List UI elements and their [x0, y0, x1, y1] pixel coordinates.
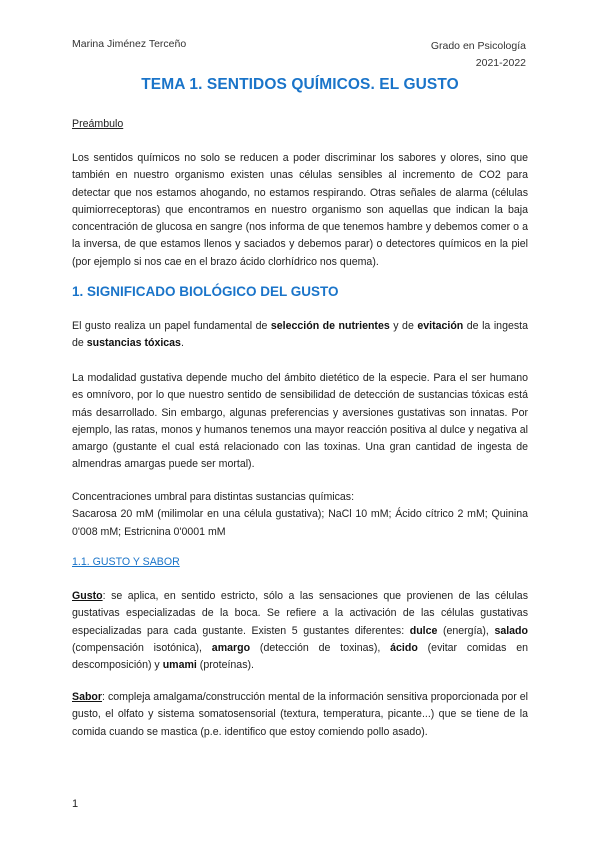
preamble-text: Los sentidos químicos no solo se reducen a poder discriminar los sabores y olores, sino que también en nuestro organismo existen unas células sensibles al incremento de CO2 para detectar que nos estamos ahogando, no estamos respirando. Otras señales de alarma (células quimiorreceptoras) que encontramos en nuestro organismo son aquellas que indican la baja concentración de glucosa en sangre (nos informa de que tenemos hambre y debemos comer o a la inversa, de que estamos llenos y saciados y debemos parar) o detectores químicos en la piel (por ejemplo si nos cae en el brazo ácido clorhídrico nos quema). [72, 152, 528, 268]
bold-term: ácido [390, 641, 418, 654]
header-year: 2021-2022 [475, 57, 526, 69]
bold-term: selección de nutrientes [270, 320, 390, 332]
gusto-definition [72, 588, 528, 674]
text-run: : se aplica, en sentido estricto, sólo a las sensaciones que provienen de las células gustativas especializadas de la boca. Se refiere a la activación de las células gustativas especializadas para cada gustante. Existen 5 gustantes diferentes: [72, 590, 528, 637]
section1-paragraph-2: La modalidad gustativa depende mucho del ámbito dietético de la especie. Para el ser humano es omnívoro, por lo que nuestro sentido de sensibilidad de detección de sustancias tóxicas está más desarrollado. Sin embargo, algunas preferencias y aversiones gustativas son innatas. Por ejemplo, las ratas, monos y humanos tenemos una mayor reacción positiva al dulce y negativa al amargo (gustante el cual está relacionado con las toxinas. Una gran cantidad de ingesta de almendras amargas puede ser mortal). [72, 372, 528, 471]
text-run: (detección de toxinas), [250, 641, 391, 654]
preamble-heading: Preámbulo [72, 118, 124, 130]
bold-term: salado [494, 624, 528, 637]
section1-paragraph-1 [72, 318, 528, 353]
text-run: (evitar comidas en descomposición) y [72, 641, 528, 672]
text-run: y de [389, 320, 418, 332]
bold-term: amargo [211, 641, 251, 654]
bold-term: umami [162, 659, 197, 672]
bold-term: dulce [409, 624, 438, 637]
bold-term: sustancias tóxicas [86, 337, 181, 350]
thresholds-values: Sacarosa 20 mM (milimolar en una célula gustativa); NaCl 10 mM; Ácido cítrico 2 mM; Quinina 0'008 mM; Estricnina 0'0001 mM [72, 508, 528, 538]
subsection-heading-link[interactable]: 1.1. GUSTO Y SABOR [72, 556, 180, 568]
page-number: 1 [72, 798, 79, 810]
text-run: (energía), [437, 624, 495, 637]
text-run: (compensación isotónica), [72, 641, 212, 654]
gusto-term: Gusto [72, 590, 103, 602]
sabor-definition [72, 689, 528, 741]
text-run: de la ingesta de [72, 320, 528, 350]
page-title: TEMA 1. SENTIDOS QUÍMICOS. EL GUSTO [141, 76, 459, 93]
section1-paragraph-3 [72, 489, 528, 541]
header-author: Marina Jiménez Terceño [72, 38, 187, 50]
text-run: . [180, 337, 184, 350]
text-run: (proteínas). [196, 659, 254, 672]
text-run: : compleja amalgama/construcción mental de la información sensitiva proporcionada por el gusto, el olfato y sistema somatosensorial (textura, temperatura, picante...) que se tiene de la comida cuando se mastica (p.e. identifico que estoy comiendo pollo asado). [72, 691, 528, 738]
text-run: El gusto realiza un papel fundamental de [72, 320, 271, 332]
header-degree: Grado en Psicología [430, 40, 526, 52]
thresholds-intro: Concentraciones umbral para distintas sustancias químicas: [72, 491, 355, 503]
section1-heading: 1. SIGNIFICADO BIOLÓGICO DEL GUSTO [72, 284, 339, 299]
bold-term: evitación [417, 320, 464, 332]
sabor-term: Sabor [72, 691, 103, 703]
header-right [431, 38, 526, 72]
